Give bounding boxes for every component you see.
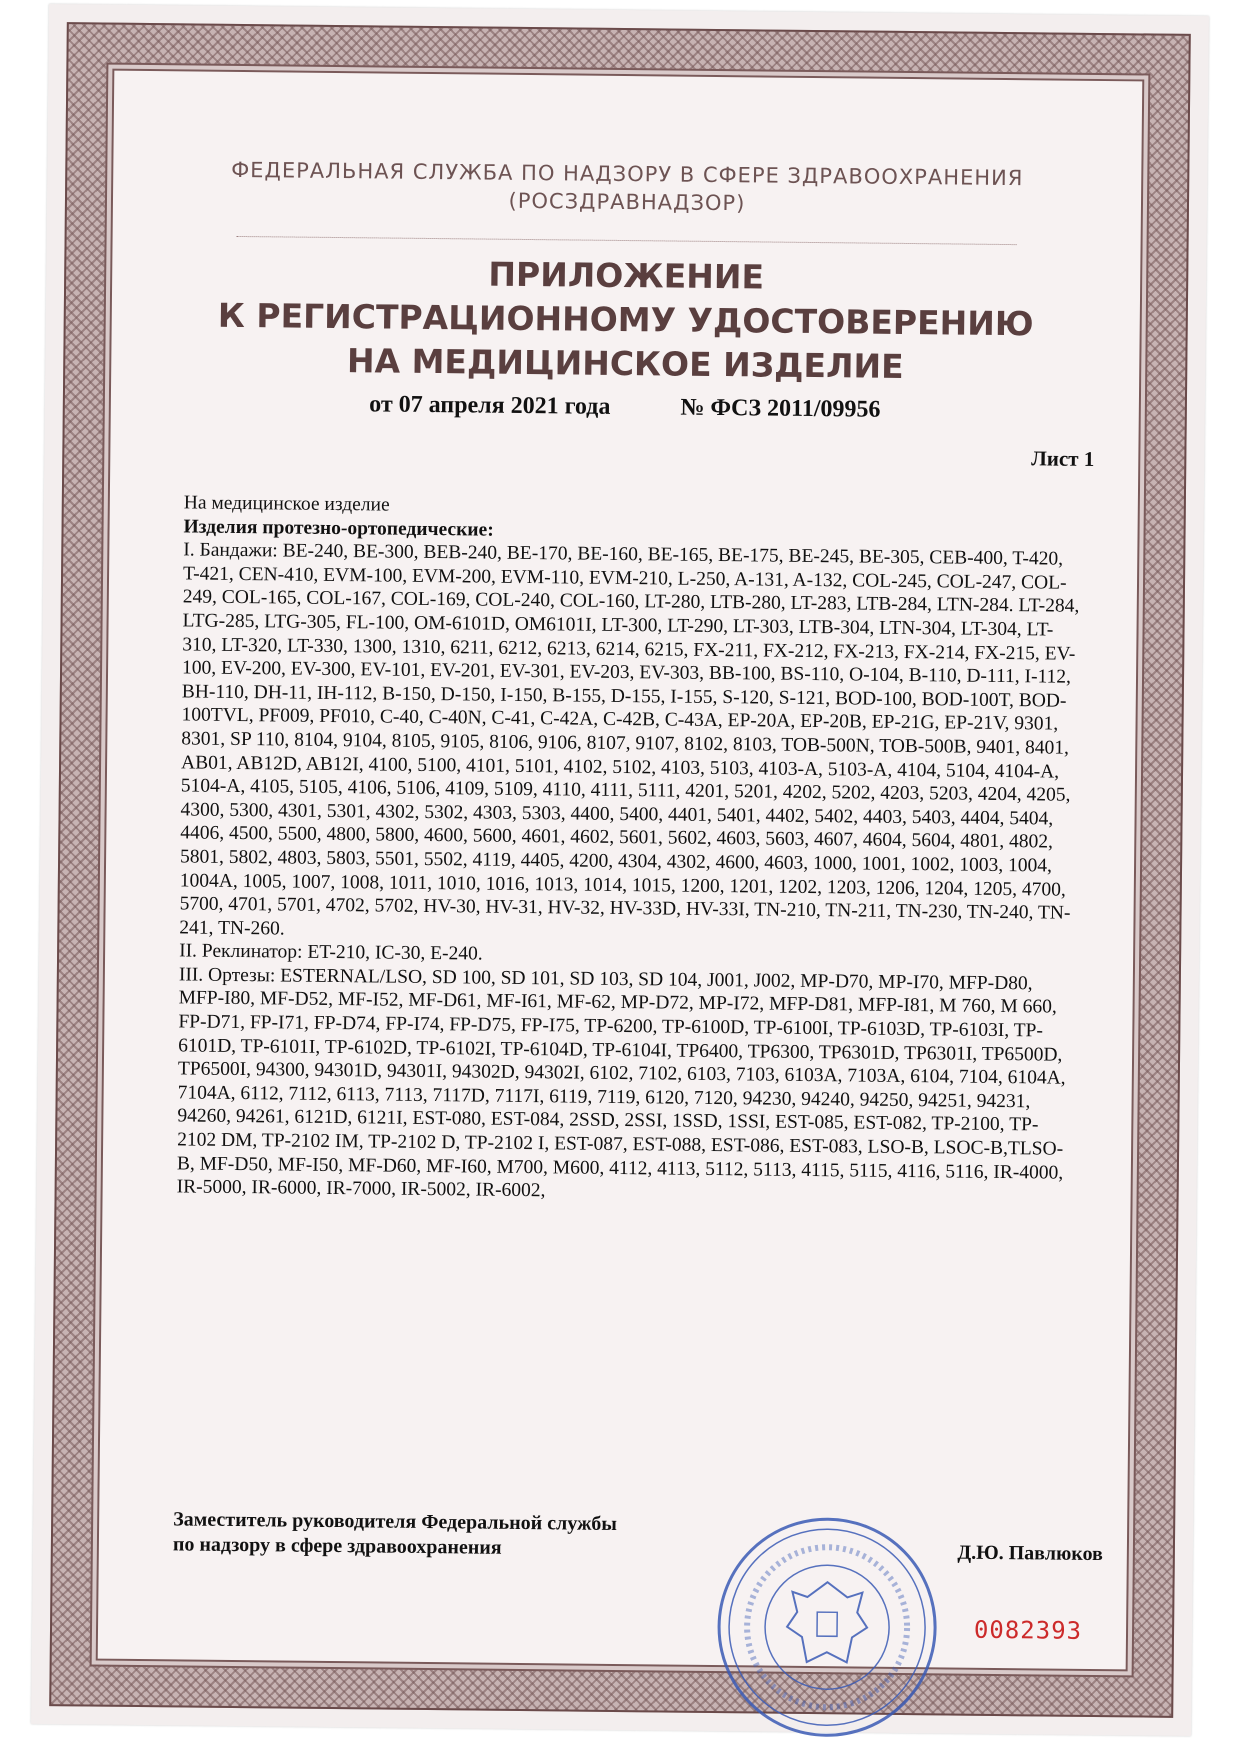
section-bandages: I. Бандажи: BE-240, BE-300, BEB-240, BE-170, BE-160, BE-165, BE-175, BE-245, BE-305, CEB-400, T-420, T-421, CEN-410, EVM-100, EVM-200, EVM-110, EVM-210, L-250, A-131, A-132, COL-245, COL-247, COL-249, COL-165, COL-167, COL-169, COL-240, COL-160, LT-280, LTB-280, LT-283, LTB-284, LTN-284. LT-284, LTG-285, LTG-305, FL-100, OM-6101D, OM6101I, LT-300, LT-290, LT-303, LTB-304, LTN-304, LT-304, LT-310, LT-320, LT-330, 1300, 1310, 6211, 6212, 6213, 6214, 6215, FX-211, FX-212, FX-213, FX-214, FX-215, EV-100, EV-200, EV-300, EV-101, EV-201, EV-301, EV-203, EV-303, BB-100, BS-110, O-104, B-110, D-111, I-112, BH-110, DH-11, IH-112, B-150, D-150, I-150, B-155, D-155, I-155, S-120, S-121, BOD-100, BOD-100T, BOD-100TVL, PF009, PF010, C-40, C-40N, C-41, C-42A, C-42B, C-43A, EP-20A, EP-20B, EP-21G, EP-21V, 9301, 8301, SP 110, 8104, 9104, 8105, 9105, 8106, 9106, 8107, 9107, 8102, 8103, TOB-500N, TOB-500B, 9401, 8401, AB01, AB12D, AB12I, 4100, 5100, 4101, 5101, 4102, 5102, 4103, 5103, 4103-A, 5103-A, 4104, 5104, 4104-A, 5104-A, 4105, 5105, 4106, 5106, 4109, 5109, 4110, 4111, 5111, 4201, 5201, 4202, 5202, 4203, 5203, 4204, 4205, 4300, 5300, 4301, 5301, 4302, 5302, 4303, 5303, 4400, 5400, 4401, 5401, 4402, 5402, 4403, 5403, 4404, 5404, 4406, 4500, 5500, 4800, 5800, 4600, 5600, 4601, 4602, 5601, 5602, 4603, 5603, 4607, 4604, 5604, 4801, 4802, 5801, 5802, 4803, 5803, 5501, 5502, 4119, 4405, 4200, 4304, 4302, 4600, 4603, 1000, 1001, 1002, 1003, 1004, 1004A, 1005, 1007, 1008, 1011, 1010, 1016, 1013, 1014, 1015, 1200, 1201, 1202, 1203, 1206, 1204, 1205, 4700, 5700, 4701, 5701, 4702, 5702, HV-30, HV-31, HV-32, HV-33D, HV-33I, TN-210, TN-211, TN-230, TN-240, TN-241, TN-260. bbox=[179, 539, 1080, 940]
sheet-number: Лист 1 bbox=[1031, 446, 1095, 471]
product-name: Изделия протезно-ортопедические: bbox=[183, 516, 494, 541]
signer-name: Д.Ю. Павлюков bbox=[957, 1541, 1103, 1566]
issue-date: от 07 апреля 2021 года bbox=[369, 391, 611, 420]
title-line-1: ПРИЛОЖЕНИЕ bbox=[488, 254, 765, 297]
document-title bbox=[45, 248, 1206, 392]
section-reclinator: II. Реклинатор: ET-210, IC-30, E-240. bbox=[179, 940, 483, 965]
document-body bbox=[177, 491, 1084, 1208]
intro-text: На медицинское изделие bbox=[183, 492, 390, 516]
agency-name: ФЕДЕРАЛЬНАЯ СЛУЖБА ПО НАДЗОРУ В СФЕРЕ ЗДРАВООХРАНЕНИЯ bbox=[231, 157, 1024, 191]
section-orthoses: III. Ортезы: ESTERNAL/LSO, SD 100, SD 101, SD 103, SD 104, J001, J002, MP-D70, MP-I70, MFP-D80, MFP-I80, MF-D52, MF-I52, MF-D61, MF-I61, MF-62, MP-D72, MP-I72, MFP-D81, MFP-I81, M 760, M 660, FP-D71, FP-I71, FP-D74, FP-I74, FP-D75, FP-I75, TP-6200, TP-6100D, TP-6100I, TP-6103D, TP-6103I, TP-6101D, TP-6101I, TP-6102D, TP-6102I, TP-6104D, TP-6104I, TP6400, TP6300, TP6301D, TP6301I, TP6500D, TP6500I, 94300, 94301D, 94301I, 94302D, 94302I, 6102, 7102, 6103, 7103, 6103A, 7103A, 6104, 7104, 6104A, 7104A, 6112, 7112, 6113, 7113, 7117D, 7117I, 6119, 7119, 6120, 7120, 94230, 94240, 94250, 94251, 94231, 94260, 94261, 6121D, 6121I, EST-080, EST-084, 2SSD, 2SSI, 1SSD, 1SSI, EST-085, EST-082, TP-2100, TP-2102 DM, TP-2102 IM, TP-2102 D, TP-2102 I, EST-087, EST-088, EST-086, EST-083, LSO-B, LSOC-B,TLSO-B, MF-D50, MF-I50, MF-D60, MF-I60, M700, M600, 4112, 4113, 5112, 5113, 4115, 5115, 4116, 5116, IR-4000, IR-5000, IR-6000, IR-7000, IR-5002, IR-6002, bbox=[176, 964, 1066, 1202]
agency-abbreviation: (РОСЗДРАВНАДЗОР) bbox=[508, 188, 746, 216]
registration-number: № ФСЗ 2011/09956 bbox=[680, 394, 881, 423]
title-line-3: НА МЕДИЦИНСКОЕ ИЗДЕЛИЕ bbox=[346, 341, 904, 386]
certificate-page bbox=[31, 4, 1209, 1736]
signer-position-line-1: Заместитель руководителя Федеральной службы bbox=[173, 1508, 618, 1536]
signature-block bbox=[173, 1507, 1103, 1567]
title-line-2: К РЕГИСТРАЦИОННОМУ УДОСТОВЕРЕНИЮ bbox=[217, 295, 1034, 344]
stamp-seal-icon bbox=[711, 1511, 943, 1743]
serial-number: 0082393 bbox=[973, 1615, 1083, 1645]
signer-position-line-2: по надзору в сфере здравоохранения bbox=[172, 1533, 502, 1559]
